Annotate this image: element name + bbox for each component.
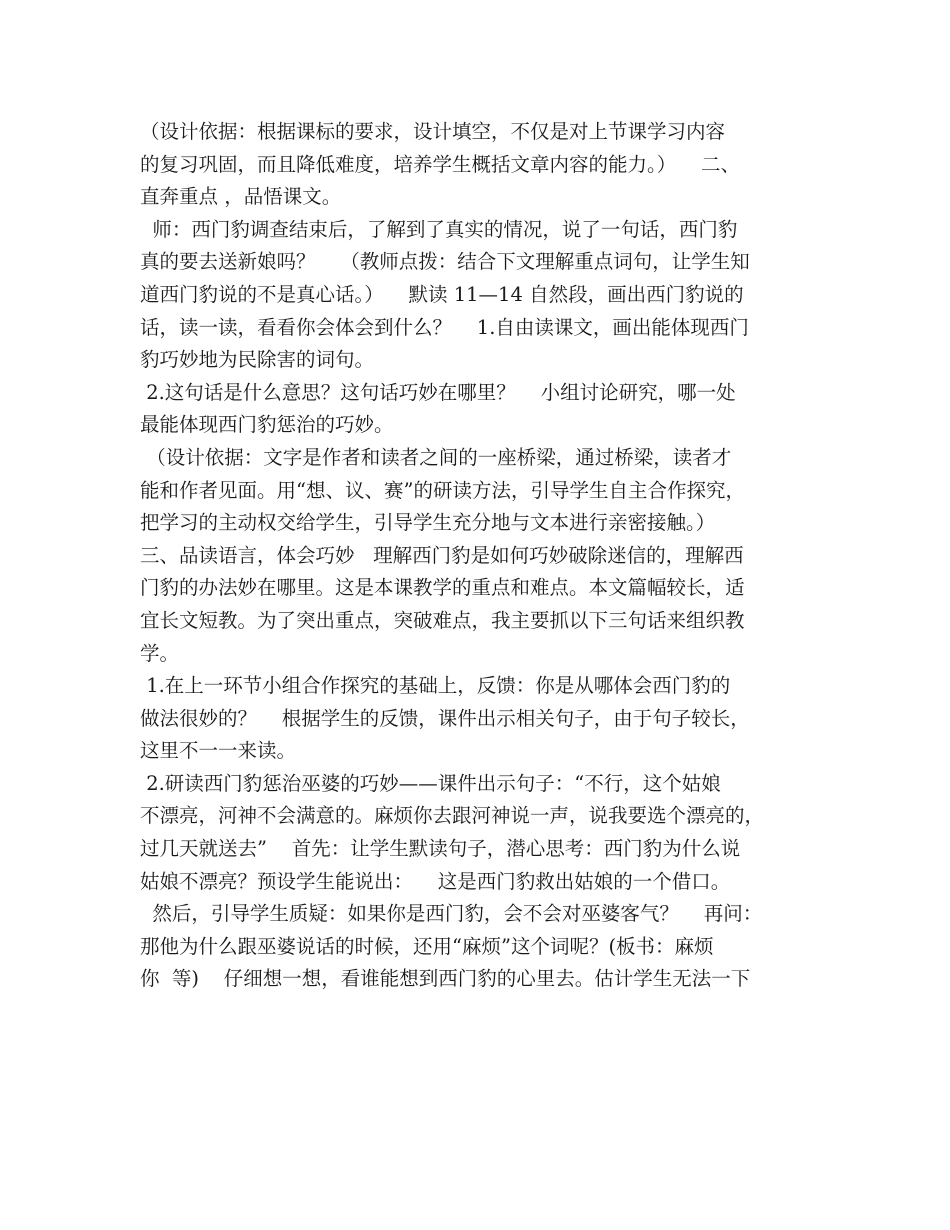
text-line: 1.在上一环节小组合作探究的基础上，反馈：你是从哪体会西门豹的	[140, 674, 731, 698]
text-line: 直奔重点 ，品悟课文。	[140, 185, 342, 209]
text-line: （设计依据：根据课标的要求，设计填空，不仅是对上节课学习内容	[140, 120, 726, 143]
text-line: 学。	[140, 641, 180, 665]
text-line: 然后，引导学生质疑：如果你是西门豹，会不会对巫婆客气？ 再问：	[140, 902, 763, 926]
text-line: 2.研读西门豹惩治巫婆的巧妙——课件出示句子：“不行，这个姑娘	[140, 771, 721, 795]
text-line: 门豹的办法妙在哪里。这是本课教学的重点和难点。本文篇幅较长，适	[140, 576, 745, 600]
text-line: 过几天就送去” 首先：让学生默读句子，潜心思考：西门豹为什么说	[140, 837, 741, 861]
text-line: 那他为什么跟巫婆说话的时候，还用“麻烦”这个词呢？(板书：麻烦	[140, 934, 714, 958]
text-line: 不漂亮，河神不会满意的。麻烦你去跟河神说一声，说我要选个漂亮的，	[140, 804, 765, 828]
text-line: 这里不一一来读。	[140, 739, 297, 763]
text-line: 的复习巩固，而且降低难度，培养学生概括文章内容的能力。） 二、	[140, 152, 741, 176]
text-line: 三、品读语言，体会巧妙 理解西门豹是如何巧妙破除迷信的，理解西	[140, 543, 744, 567]
text-line: （设计依据：文字是作者和读者之间的一座桥梁，通过桥梁，读者才	[140, 445, 732, 469]
text-line: 能和作者见面。用“想、议、赛”的研读方法，引导学生自主合作探究，	[140, 478, 745, 502]
text-line: 最能体现西门豹惩治的巧妙。	[140, 413, 394, 437]
text-line: 话，读一读，看看你会体会到什么？ 1.自由读课文，画出能体现西门	[140, 315, 749, 339]
text-line: 宜长文短教。为了突出重点，突破难点，我主要抓以下三句话来组织教	[140, 608, 745, 632]
text-line: 把学习的主动权交给学生，引导学生充分地与文本进行亲密接触。）	[140, 511, 716, 535]
text-line: 豹巧妙地为民除害的词句。	[140, 348, 375, 372]
text-line: 道西门豹说的不是真心话。） 默读 11—14 自然段，画出西门豹说的	[140, 282, 744, 306]
text-line: 你 等) 仔细想一想，看谁能想到西门豹的心里去。估计学生无法一下	[140, 967, 751, 991]
text-line: 真的要去送新娘吗？ （教师点拨：结合下文理解重点词句，让学生知	[140, 250, 750, 274]
text-line: 做法很妙的？ 根据学生的反馈，课件出示相关句子，由于句子较长，	[140, 706, 750, 730]
text-line: 姑娘不漂亮？预设学生能说出： 这是西门豹救出姑娘的一个借口。	[140, 869, 731, 893]
text-line: 师：西门豹调查结束后，了解到了真实的情况，说了一句话，西门豹	[140, 217, 738, 241]
body-text	[140, 116, 830, 996]
text-line: 2.这句话是什么意思？这句话巧妙在哪里？ 小组讨论研究，哪一处	[140, 380, 736, 404]
